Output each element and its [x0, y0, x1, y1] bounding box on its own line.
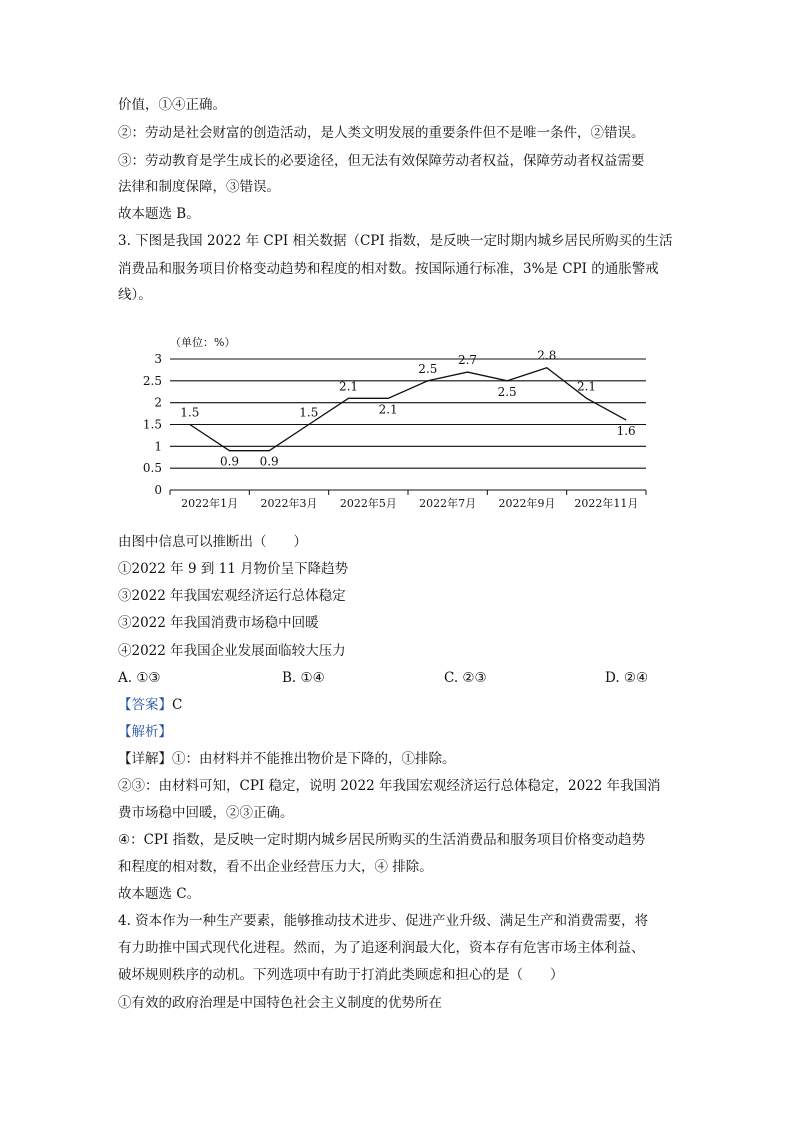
analysis-tag: 【解析】 — [118, 724, 172, 740]
data-label: 1.6 — [616, 424, 636, 439]
prev-answer-line-1: 价值，①④正确。 — [118, 97, 226, 113]
q4-stem-line-2: 有力助推中国式现代化进程。然而，为了追逐利润最大化，资本存有危害市场主体利益、 — [118, 940, 645, 956]
x-tick-label: 2022年5月 — [339, 497, 397, 510]
q3-stem-line-3: 线）。 — [118, 287, 152, 303]
cpi-line-chart — [140, 330, 670, 520]
chart-y-ticks — [143, 352, 162, 497]
q3-analysis-tag — [118, 723, 172, 741]
q3-detail-line-1: 【详解】①：由材料并不能推出物价是下降的，①排除。 — [118, 751, 456, 767]
y-tick-label: 2 — [154, 395, 162, 410]
data-label: 2.5 — [418, 361, 438, 376]
q4-stem-line-1: 4. 资本作为一种生产要素，能够推动技术进步、促进产业升级、满足生产和消费需要，将 — [118, 913, 649, 929]
q3-prompt: 由图中信息可以推断出（ ） — [118, 534, 307, 550]
q3-statement-4: ④2022 年我国企业发展面临较大压力 — [118, 643, 346, 659]
data-label: 2.5 — [497, 384, 517, 399]
q3-detail-line-5: 和程度的相对数，看不出企业经营压力大，④ 排除。 — [118, 859, 433, 875]
y-tick-label: 0.5 — [142, 461, 162, 476]
x-tick-label: 2022年11月 — [574, 497, 639, 510]
data-label: 2.7 — [457, 353, 478, 368]
data-label: 2.1 — [576, 379, 597, 394]
q3-detail-line-2: ②③：由材料可知，CPI 稳定，说明 2022 年我国宏观经济运行总体稳定，2022 年我国消 — [118, 778, 661, 794]
data-label: 1.5 — [299, 405, 319, 420]
q3-statement-1: ①2022 年 9 到 11 月物价呈下降趋势 — [118, 561, 349, 577]
y-tick-label: 3 — [154, 352, 162, 366]
cpi-series-line — [190, 368, 626, 451]
chart-unit-label: （单位：%） — [170, 336, 236, 349]
q3-option-a: A. ①③ — [118, 670, 161, 686]
q3-statement-3: ③2022 年我国消费市场稳中回暖 — [118, 615, 319, 631]
q3-option-d: D. ②④ — [605, 670, 649, 686]
answer-tag: 【答案】 — [118, 697, 172, 713]
q3-answer — [118, 696, 182, 714]
q3-statement-2: ③2022 年我国宏观经济运行总体稳定 — [118, 588, 346, 604]
answer-value: C — [172, 697, 183, 713]
y-tick-label: 2.5 — [142, 373, 162, 388]
x-tick-label: 2022年1月 — [181, 497, 239, 510]
prev-answer-line-3: ③：劳动教育是学生成长的必要途径，但无法有效保障劳动者权益，保障劳动者权益需要 — [118, 153, 645, 169]
x-tick-label: 2022年7月 — [419, 497, 477, 510]
chart-grid — [170, 359, 646, 490]
prev-answer-line-2: ②：劳动是社会财富的创造活动，是人类文明发展的重要条件但不是唯一条件，②错误。 — [118, 125, 645, 141]
data-label: 2.1 — [378, 402, 398, 417]
q4-statement-1: ①有效的政府治理是中国特色社会主义制度的优势所在 — [118, 995, 442, 1011]
data-label: 2.8 — [537, 348, 557, 363]
x-tick-label: 2022年3月 — [260, 497, 318, 510]
q3-option-c: C. ②③ — [444, 670, 487, 686]
data-label: 2.1 — [338, 379, 359, 394]
prev-answer-line-4: 法律和制度保障，③错误。 — [118, 179, 280, 195]
q4-stem-line-3: 破坏规则秩序的动机。下列选项中有助于打消此类顾虑和担心的是（ ） — [118, 967, 564, 983]
x-tick-label: 2022年9月 — [498, 497, 556, 510]
prev-answer-conclusion: 故本题选 B。 — [118, 206, 200, 222]
q3-detail-line-4: ④：CPI 指数，是反映一定时期内城乡居民所购买的生活消费品和服务项目价格变动趋势 — [118, 832, 646, 848]
q3-stem-line-2: 消费品和服务项目价格变动趋势和程度的相对数。按国际通行标准，3%是 CPI 的通胀警戒 — [118, 261, 659, 277]
chart-x-ticks — [170, 490, 646, 510]
q3-stem-line-1: 3. 下图是我国 2022 年 CPI 相关数据（CPI 指数，是反映一定时期内城乡居民所购买的生活 — [118, 233, 673, 249]
y-tick-label: 0 — [154, 483, 162, 497]
q3-conclusion: 故本题选 C。 — [118, 886, 201, 902]
data-label: 0.9 — [259, 454, 279, 469]
y-tick-label: 1.5 — [142, 417, 162, 432]
q3-option-b: B. ①④ — [282, 670, 325, 686]
data-label: 0.9 — [219, 454, 240, 469]
y-tick-label: 1 — [154, 439, 162, 454]
data-label: 1.5 — [180, 405, 200, 420]
q3-detail-line-3: 费市场稳中回暖，②③正确。 — [118, 805, 294, 821]
